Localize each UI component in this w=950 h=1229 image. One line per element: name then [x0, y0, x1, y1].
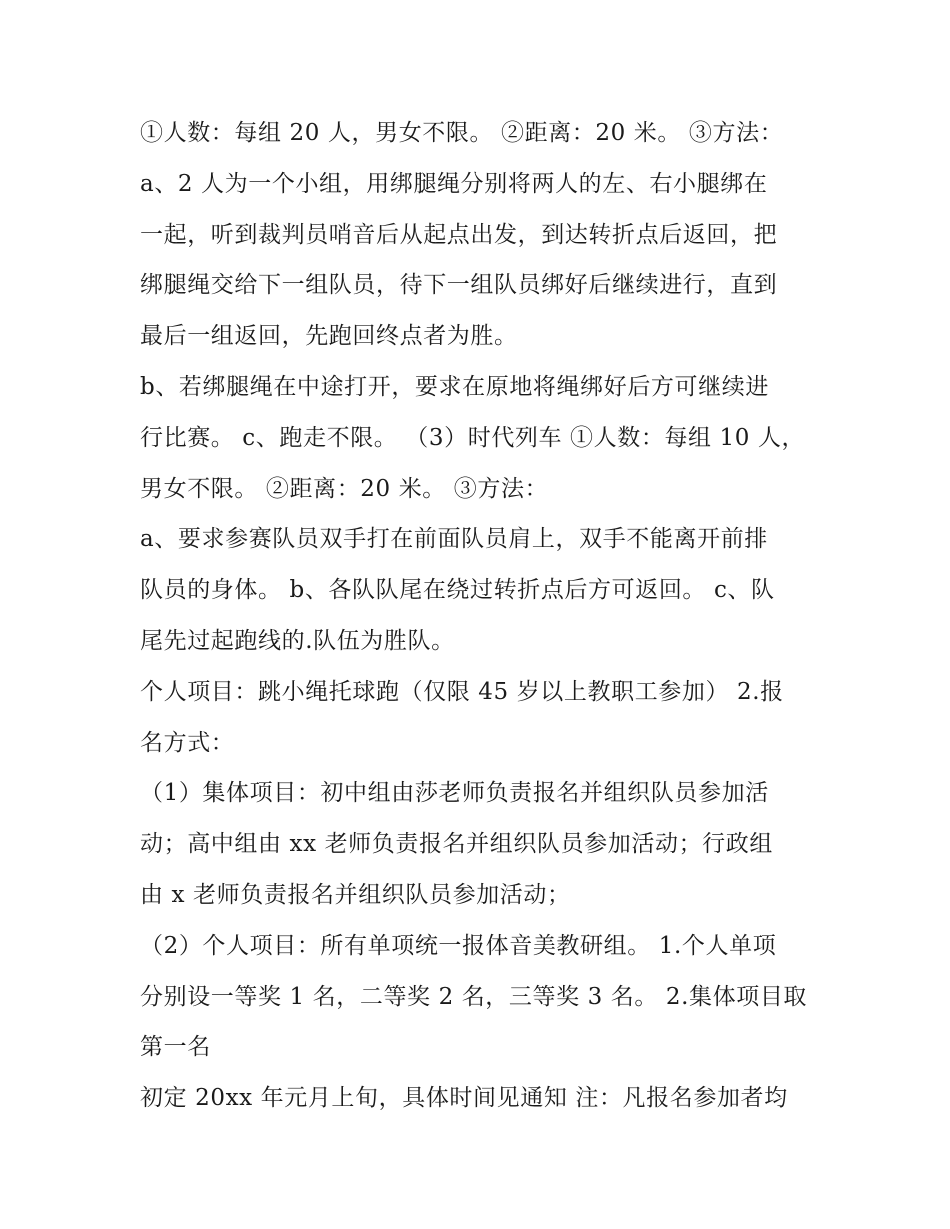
text-line: a、要求参赛队员双手打在前面队员肩上，双手不能离开前排	[140, 526, 768, 553]
text-line: 最后一组返回，先跑回终点者为胜。	[140, 323, 518, 350]
text-line: 分别设一等奖 1 名，二等奖 2 名，三等奖 3 名。 2.集体项目取	[140, 983, 808, 1010]
text-line: ①人数：每组 20 人，男女不限。 ②距离：20 米。 ③方法：	[140, 120, 784, 146]
text-line: b、若绑腿绳在中途打开，要求在原地将绳绑好后方可继续进	[140, 373, 769, 400]
text-line: 绑腿绳交给下一组队员，待下一组队员绑好后继续进行，直到	[140, 272, 778, 299]
text-line: 由 x 老师负责报名并组织队员参加活动；	[140, 881, 571, 908]
text-line: a、2 人为一个小组，用绑腿绳分别将两人的左、右小腿绑在	[140, 170, 768, 197]
text-line: 一起，听到裁判员哨音后从起点出发，到达转折点后返回，把	[140, 221, 778, 248]
text-line: 男女不限。 ②距离：20 米。 ③方法：	[140, 475, 549, 502]
text-line: 名方式：	[140, 729, 235, 756]
text-line: 个人项目：跳小绳托球跑（仅限 45 岁以上教职工参加） 2.报	[140, 678, 784, 705]
text-line: 动；高中组由 xx 老师负责报名并组织队员参加活动；行政组	[140, 831, 773, 858]
text-line: 队员的身体。 b、各队队尾在绕过转折点后方可返回。 c、队	[140, 577, 775, 604]
text-line: （2）个人项目：所有单项统一报体音美教研组。 1.个人单项	[140, 932, 777, 959]
text-line: 第一名	[140, 1034, 211, 1061]
text-line: 行比赛。 c、跑走不限。 （3）时代列车 ①人数：每组 10 人，	[140, 424, 806, 451]
text-line: （1）集体项目：初中组由莎老师负责报名并组织队员参加活	[140, 780, 769, 807]
text-line: 尾先过起跑线的.队伍为胜队。	[140, 627, 455, 654]
document-body	[140, 108, 820, 1124]
text-line: 初定 20xx 年元月上旬，具体时间见通知 注：凡报名参加者均	[140, 1085, 788, 1112]
